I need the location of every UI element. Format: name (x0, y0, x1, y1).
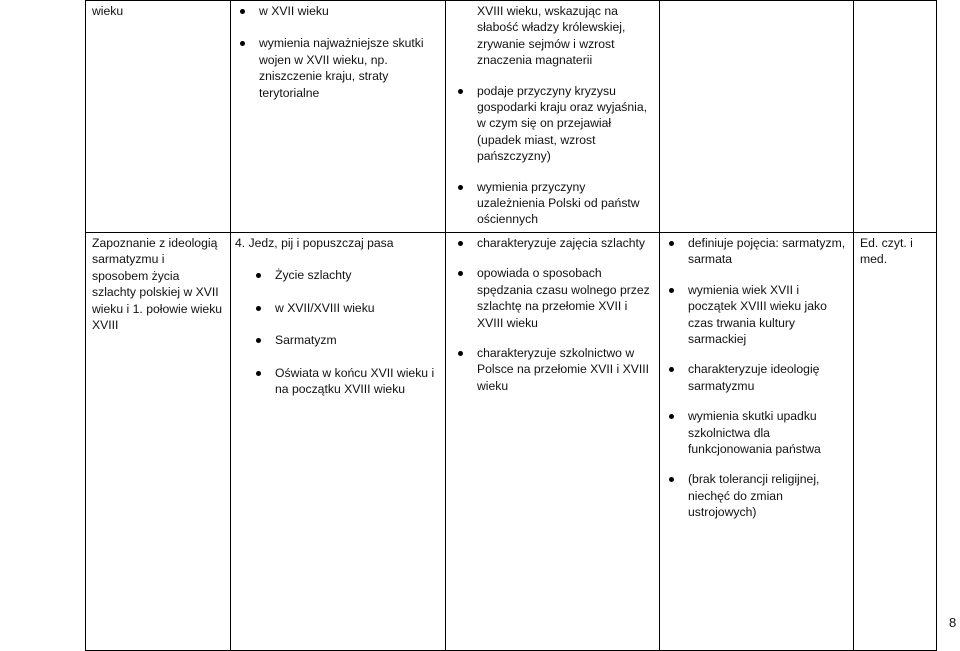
requirements-list (666, 235, 847, 521)
list-item: (brak tolerancji religijnej, niechęć do zmian ustrojowych) (666, 471, 847, 520)
list-item: Życie szlachty (253, 267, 439, 283)
list-item: Oświata w końcu XVII wieku i na początku XVIII wieku (253, 365, 439, 398)
continued-text: XVIII wieku, wskazując na słabość władzy królewskiej, zrywanie sejmów i wzrost znaczenia magnaterii (477, 4, 626, 68)
lesson-heading: 4. Jedz, pij i popuszczaj pasa (235, 235, 394, 250)
lesson-cell (231, 232, 446, 650)
list-item: wymienia przyczyny uzależnienia Polski od państw ościennych (455, 179, 653, 228)
lesson-list (253, 267, 439, 397)
topic-cell (86, 232, 231, 650)
list-item: podaje przyczyny kryzysu gospodarki kraju oraz wyjaśnia, w czym się on przejawiał (upadek miast, wzrost pańszczyzny) (455, 83, 653, 165)
list-item: wymienia wiek XVII i początek XVIII wieku jako czas trwania kultury sarmackiej (666, 282, 847, 348)
list-item: w XVII/XVIII wieku (253, 300, 439, 316)
extended-requirements-cell (660, 232, 854, 650)
lesson-cell (231, 1, 446, 233)
page-number: 8 (949, 615, 957, 630)
list-item: definiuje pojęcia: sarmatyzm, sarmata (666, 235, 847, 268)
list-item: w XVII wieku (237, 3, 439, 19)
list-item: charakteryzuje zajęcia szlachty (455, 235, 653, 251)
notes-cell (854, 232, 937, 650)
list-item: wymienia skutki upadku szkolnictwa dla funkcjonowania państwa (666, 408, 847, 457)
basic-requirements-cell (446, 232, 660, 650)
table-row (86, 1, 937, 233)
requirements-list (455, 235, 653, 394)
notes-cell (854, 1, 937, 233)
list-item: wymienia najważniejsze skutki wojen w XVII wieku, np. zniszczenie kraju, straty terytorialne (237, 35, 439, 101)
list-item: opowiada o sposobach spędzania czasu wolnego przez szlachtę na przełomie XVII i XVIII wieku (455, 265, 653, 331)
topic-text: wieku (92, 4, 124, 18)
lesson-list (237, 3, 439, 101)
list-item: Sarmatyzm (253, 332, 439, 348)
notes-text: Ed. czyt. i med. (860, 235, 913, 267)
curriculum-table (85, 0, 937, 651)
requirements-list (455, 83, 653, 228)
topic-text: Zapoznanie z ideologią sarmatyzmu i sposobem życia szlachty polskiej w XVII wieku i 1. połowie wieku XVIII (92, 235, 223, 332)
basic-requirements-cell (446, 1, 660, 233)
list-item: charakteryzuje szkolnictwo w Polsce na przełomie XVII i XVIII wieku (455, 345, 653, 394)
topic-cell (86, 1, 231, 233)
extended-requirements-cell (660, 1, 854, 233)
table-row (86, 232, 937, 650)
list-item: charakteryzuje ideologię sarmatyzmu (666, 361, 847, 394)
